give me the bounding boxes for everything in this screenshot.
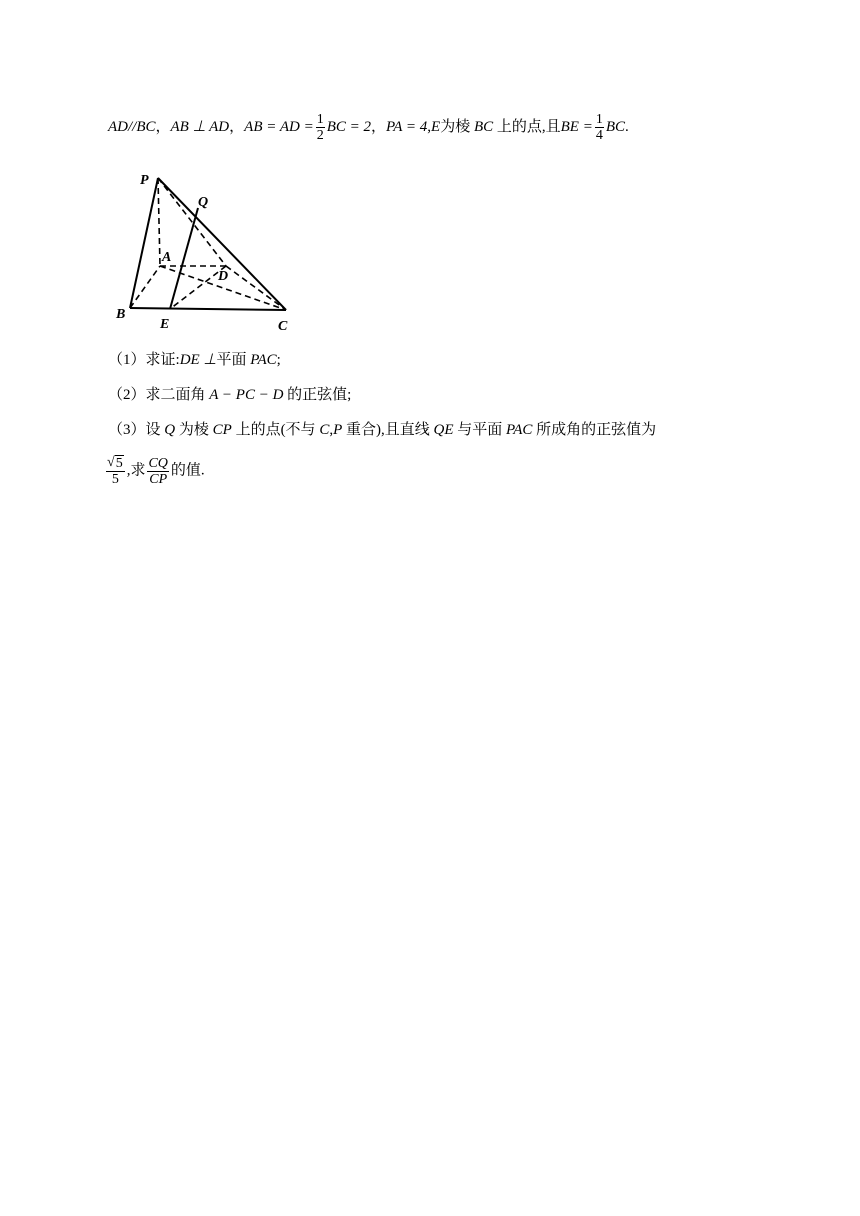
condition-parallel: AD//BC	[108, 118, 156, 135]
question-text: 为棱	[178, 422, 209, 438]
label-q: Q	[198, 195, 209, 210]
question-3-continued	[104, 455, 205, 487]
line-qe: QE	[433, 422, 454, 438]
point-c: C	[319, 422, 330, 438]
fraction-numerator: 1	[595, 112, 603, 127]
edge-bc	[130, 308, 286, 310]
question-text: 与平面	[457, 422, 503, 438]
question-text: 重合),且直线	[346, 422, 430, 438]
question-expression: DE ⊥	[179, 352, 217, 368]
condition-pa-length: PA = 4	[386, 118, 428, 135]
question-2	[108, 388, 351, 403]
segment-eq	[170, 208, 198, 309]
label-p: P	[140, 173, 149, 188]
condition-be: BE =	[560, 118, 593, 135]
edge-pc	[158, 178, 286, 310]
condition-perpendicular: AB ⊥ AD	[170, 118, 230, 135]
fraction-sqrt5-over-5	[106, 455, 125, 487]
question-text: 求证:	[145, 352, 180, 368]
period: .	[625, 118, 629, 135]
condition-lengths: AB = AD =	[244, 118, 314, 135]
label-b: B	[116, 307, 126, 322]
point-p: P	[333, 422, 343, 438]
edge-dc	[226, 266, 286, 310]
condition-bc-length: BC = 2	[326, 118, 371, 135]
label-a: A	[162, 250, 172, 265]
semicolon: ;	[276, 352, 281, 368]
fraction-cq-over-cp	[147, 456, 168, 487]
question-text: 设	[145, 422, 161, 438]
question-number: （1）	[108, 352, 146, 368]
point-q: Q	[164, 422, 176, 438]
question-text: 平面	[216, 352, 247, 368]
fraction-denominator: 2	[316, 128, 324, 143]
comma: ,	[329, 422, 334, 438]
fraction-one-quarter	[595, 112, 604, 143]
fraction-denominator: 5	[111, 472, 119, 487]
fraction-numerator: 1	[316, 112, 324, 127]
question-text: 求二面角	[145, 387, 206, 403]
question-number: （2）	[108, 387, 146, 403]
label-d: D	[218, 269, 229, 284]
question-number: （3）	[108, 422, 146, 438]
plane-pac: PAC	[506, 422, 533, 438]
question-text: 的正弦值;	[287, 387, 352, 403]
sqrt-numerator: √ 5	[107, 455, 123, 471]
given-line	[108, 112, 629, 143]
text: 为棱	[440, 118, 471, 135]
edge-cp: CP	[212, 422, 232, 438]
question-text: 所成角的正弦值为	[536, 422, 657, 438]
question-1	[108, 353, 281, 368]
pyramid-figure	[108, 168, 308, 338]
fraction-denominator: CP	[149, 471, 168, 487]
fraction-one-half	[316, 112, 325, 143]
question-text: 上的点(不与	[235, 422, 316, 438]
label-e: E	[160, 317, 170, 332]
edge-pa	[158, 178, 160, 266]
question-text: ,求	[126, 462, 146, 479]
separator: ，	[155, 118, 171, 135]
separator: ，	[229, 118, 245, 135]
point-e: E	[431, 118, 441, 135]
fraction-denominator: 4	[595, 128, 603, 143]
label-c: C	[278, 319, 288, 334]
text: 上的点,且	[496, 118, 561, 135]
question-text: 的值.	[170, 462, 205, 479]
condition-be-bc: BC	[605, 118, 626, 135]
text: ,	[427, 118, 432, 135]
separator: ，	[371, 118, 387, 135]
plane-pac: PAC	[250, 352, 277, 368]
dihedral-angle-expression: A − PC − D	[209, 387, 284, 403]
fraction-numerator: CQ	[148, 455, 168, 471]
edge-bc: BC	[473, 118, 494, 135]
radicand: 5	[115, 456, 123, 471]
question-3	[108, 423, 656, 438]
